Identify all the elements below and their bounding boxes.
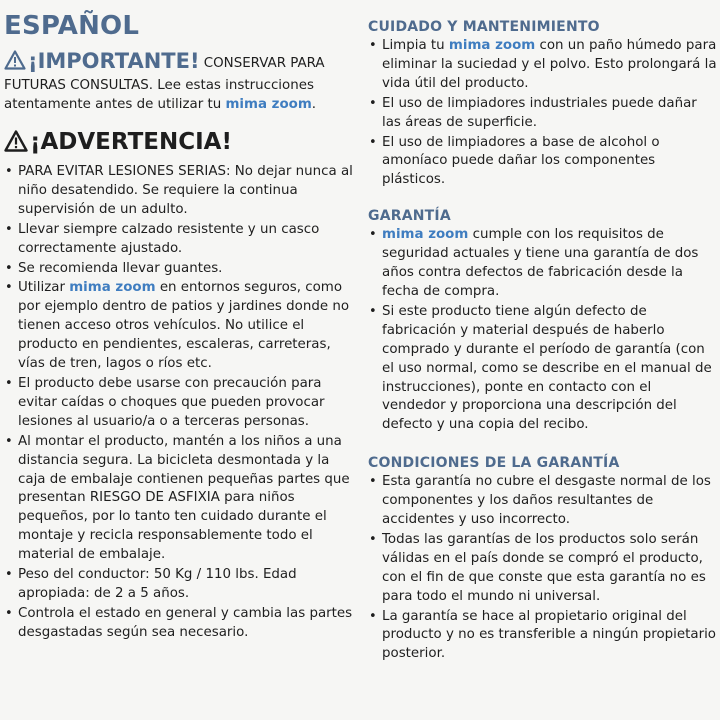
bullet: • — [369, 227, 377, 243]
brand-name: mima zoom — [448, 38, 536, 53]
list-item-text: Si este producto tiene algún defecto de fabricación y material después de haberlo comprado y durante el período de garantía (con el uso normal, como se describe en el manual de instrucciones), ponte en contacto con el vendedor y proporciona una descripción del defecto y una copia del recibo. — [382, 303, 712, 433]
right-column — [368, 0, 718, 665]
bullet: • — [369, 303, 377, 319]
list-item — [368, 531, 718, 607]
warning-list — [4, 163, 360, 643]
warning-triangle-icon — [4, 50, 26, 76]
bullet: • — [5, 433, 13, 449]
list-item — [4, 221, 360, 259]
warning-triangle-icon — [4, 130, 28, 159]
bullet: • — [5, 567, 13, 583]
list-item-text: Todas las garantías de los productos solo serán válidas en el país donde se compró el producto, con el fin de que conste que esta garantía no es para todo el mundo ni universal. — [382, 531, 706, 604]
warning-title: ¡ADVERTENCIA! — [30, 129, 232, 155]
brand-name: mima zoom — [225, 97, 312, 112]
bullet: • — [369, 38, 377, 53]
bullet: • — [369, 531, 377, 547]
list-item-text: Controla el estado en general y cambia las partes desgastadas según sea necesario. — [18, 605, 353, 640]
list-item-text: Utilizar — [18, 280, 70, 296]
conditions-list — [368, 473, 718, 664]
list-item-text: cumple con los requisitos de seguridad actuales y tiene una garantía de dos años contra defectos de fabricación desde la fecha de compra. — [382, 227, 699, 299]
important-line-3-text: atentamente antes de utilizar tu — [4, 97, 226, 112]
brand-name: mima zoom — [69, 280, 156, 296]
conditions-heading: CONDICIONES DE LA GARANTÍA — [368, 455, 620, 472]
list-item-text: Peso del conductor: 50 Kg / 110 lbs. Edad apropiada: de 2 a 5 años. — [18, 567, 297, 601]
bullet: • — [5, 280, 13, 296]
care-list — [368, 37, 718, 190]
list-item — [368, 37, 718, 94]
list-item-text: El uso de limpiadores a base de alcohol o amoníaco puede dañar los componentes plásticos. — [382, 134, 660, 188]
list-item — [368, 226, 718, 302]
important-notice — [4, 50, 360, 76]
bullet: • — [5, 260, 13, 276]
list-item — [4, 163, 360, 220]
list-item — [4, 279, 360, 374]
important-heading: ¡IMPORTANTE! — [28, 49, 200, 73]
list-item-text: Llevar siempre calzado resistente y un casco correctamente ajustado. — [18, 221, 320, 256]
list-item-text: Esta garantía no cubre el desgaste normal de los componentes y los daños resultantes de accidentes y uso incorrecto. — [382, 474, 711, 528]
list-item — [4, 605, 360, 643]
bullet: • — [369, 474, 377, 490]
list-item — [4, 260, 360, 279]
language-title: ESPAÑOL — [4, 11, 140, 41]
list-item-text: Limpia tu — [382, 38, 449, 53]
list-item-text: Se recomienda llevar guantes. — [18, 260, 223, 276]
important-line-3-end: . — [311, 97, 317, 112]
list-item-text: El uso de limpiadores industriales puede dañar las áreas de superficie. — [382, 95, 697, 130]
bullet: • — [369, 95, 377, 111]
brand-name: mima zoom — [382, 227, 469, 243]
bullet: • — [5, 164, 13, 179]
warning-heading — [4, 128, 360, 159]
bullet: • — [5, 605, 13, 621]
list-item — [4, 566, 360, 604]
important-line-3 — [4, 95, 360, 114]
list-item-text: Al montar el producto, mantén a los niños a una distancia segura. La bicicleta desmontada y la caja de embalaje contienen pequeñas partes que presentan RIESGO DE ASFIXIA para niños pequeños, por lo tanto ten cuidado durante el montaje y recicla responsablemente todo el material de embalaje. — [18, 433, 350, 563]
important-line-2: FUTURAS CONSULTAS. Lee estas instrucciones — [4, 78, 314, 93]
list-item-text: La garantía se hace al propietario original del producto y no es transferible a ningún propietario posterior. — [382, 608, 716, 662]
list-item — [368, 134, 718, 191]
list-item — [368, 303, 718, 435]
list-item — [368, 95, 718, 133]
bullet: • — [369, 134, 377, 150]
bullet: • — [5, 221, 13, 237]
important-inline-text: CONSERVAR PARA — [199, 56, 325, 71]
left-column — [4, 0, 360, 644]
bullet: • — [5, 375, 13, 391]
list-item-text: PARA EVITAR LESIONES SERIAS: No dejar nunca al niño desatendido. Se requiere la continua supervisión de un adulto. — [18, 164, 353, 217]
warranty-heading: GARANTÍA — [368, 208, 451, 225]
care-heading: CUIDADO Y MANTENIMIENTO — [368, 19, 600, 35]
bullet: • — [369, 608, 377, 624]
list-item — [368, 473, 718, 530]
list-item — [4, 375, 360, 432]
list-item — [368, 608, 718, 665]
list-item — [4, 433, 360, 565]
warranty-list — [368, 226, 718, 435]
list-item-text: en entornos seguros, como por ejemplo dentro de patios y jardines donde no tienen acceso otros vehículos. No utilice el producto en pendientes, escaleras, carreteras, vías de tren, lagos o ríos etc. — [18, 280, 350, 372]
list-item-text: El producto debe usarse con precaución para evitar caídas o choques que pueden provocar lesiones al usuario/a o a terceras personas. — [18, 375, 325, 429]
list-item-text: con un paño húmedo para eliminar la suciedad y el polvo. Esto prolongará la vida útil del producto. — [382, 38, 717, 91]
